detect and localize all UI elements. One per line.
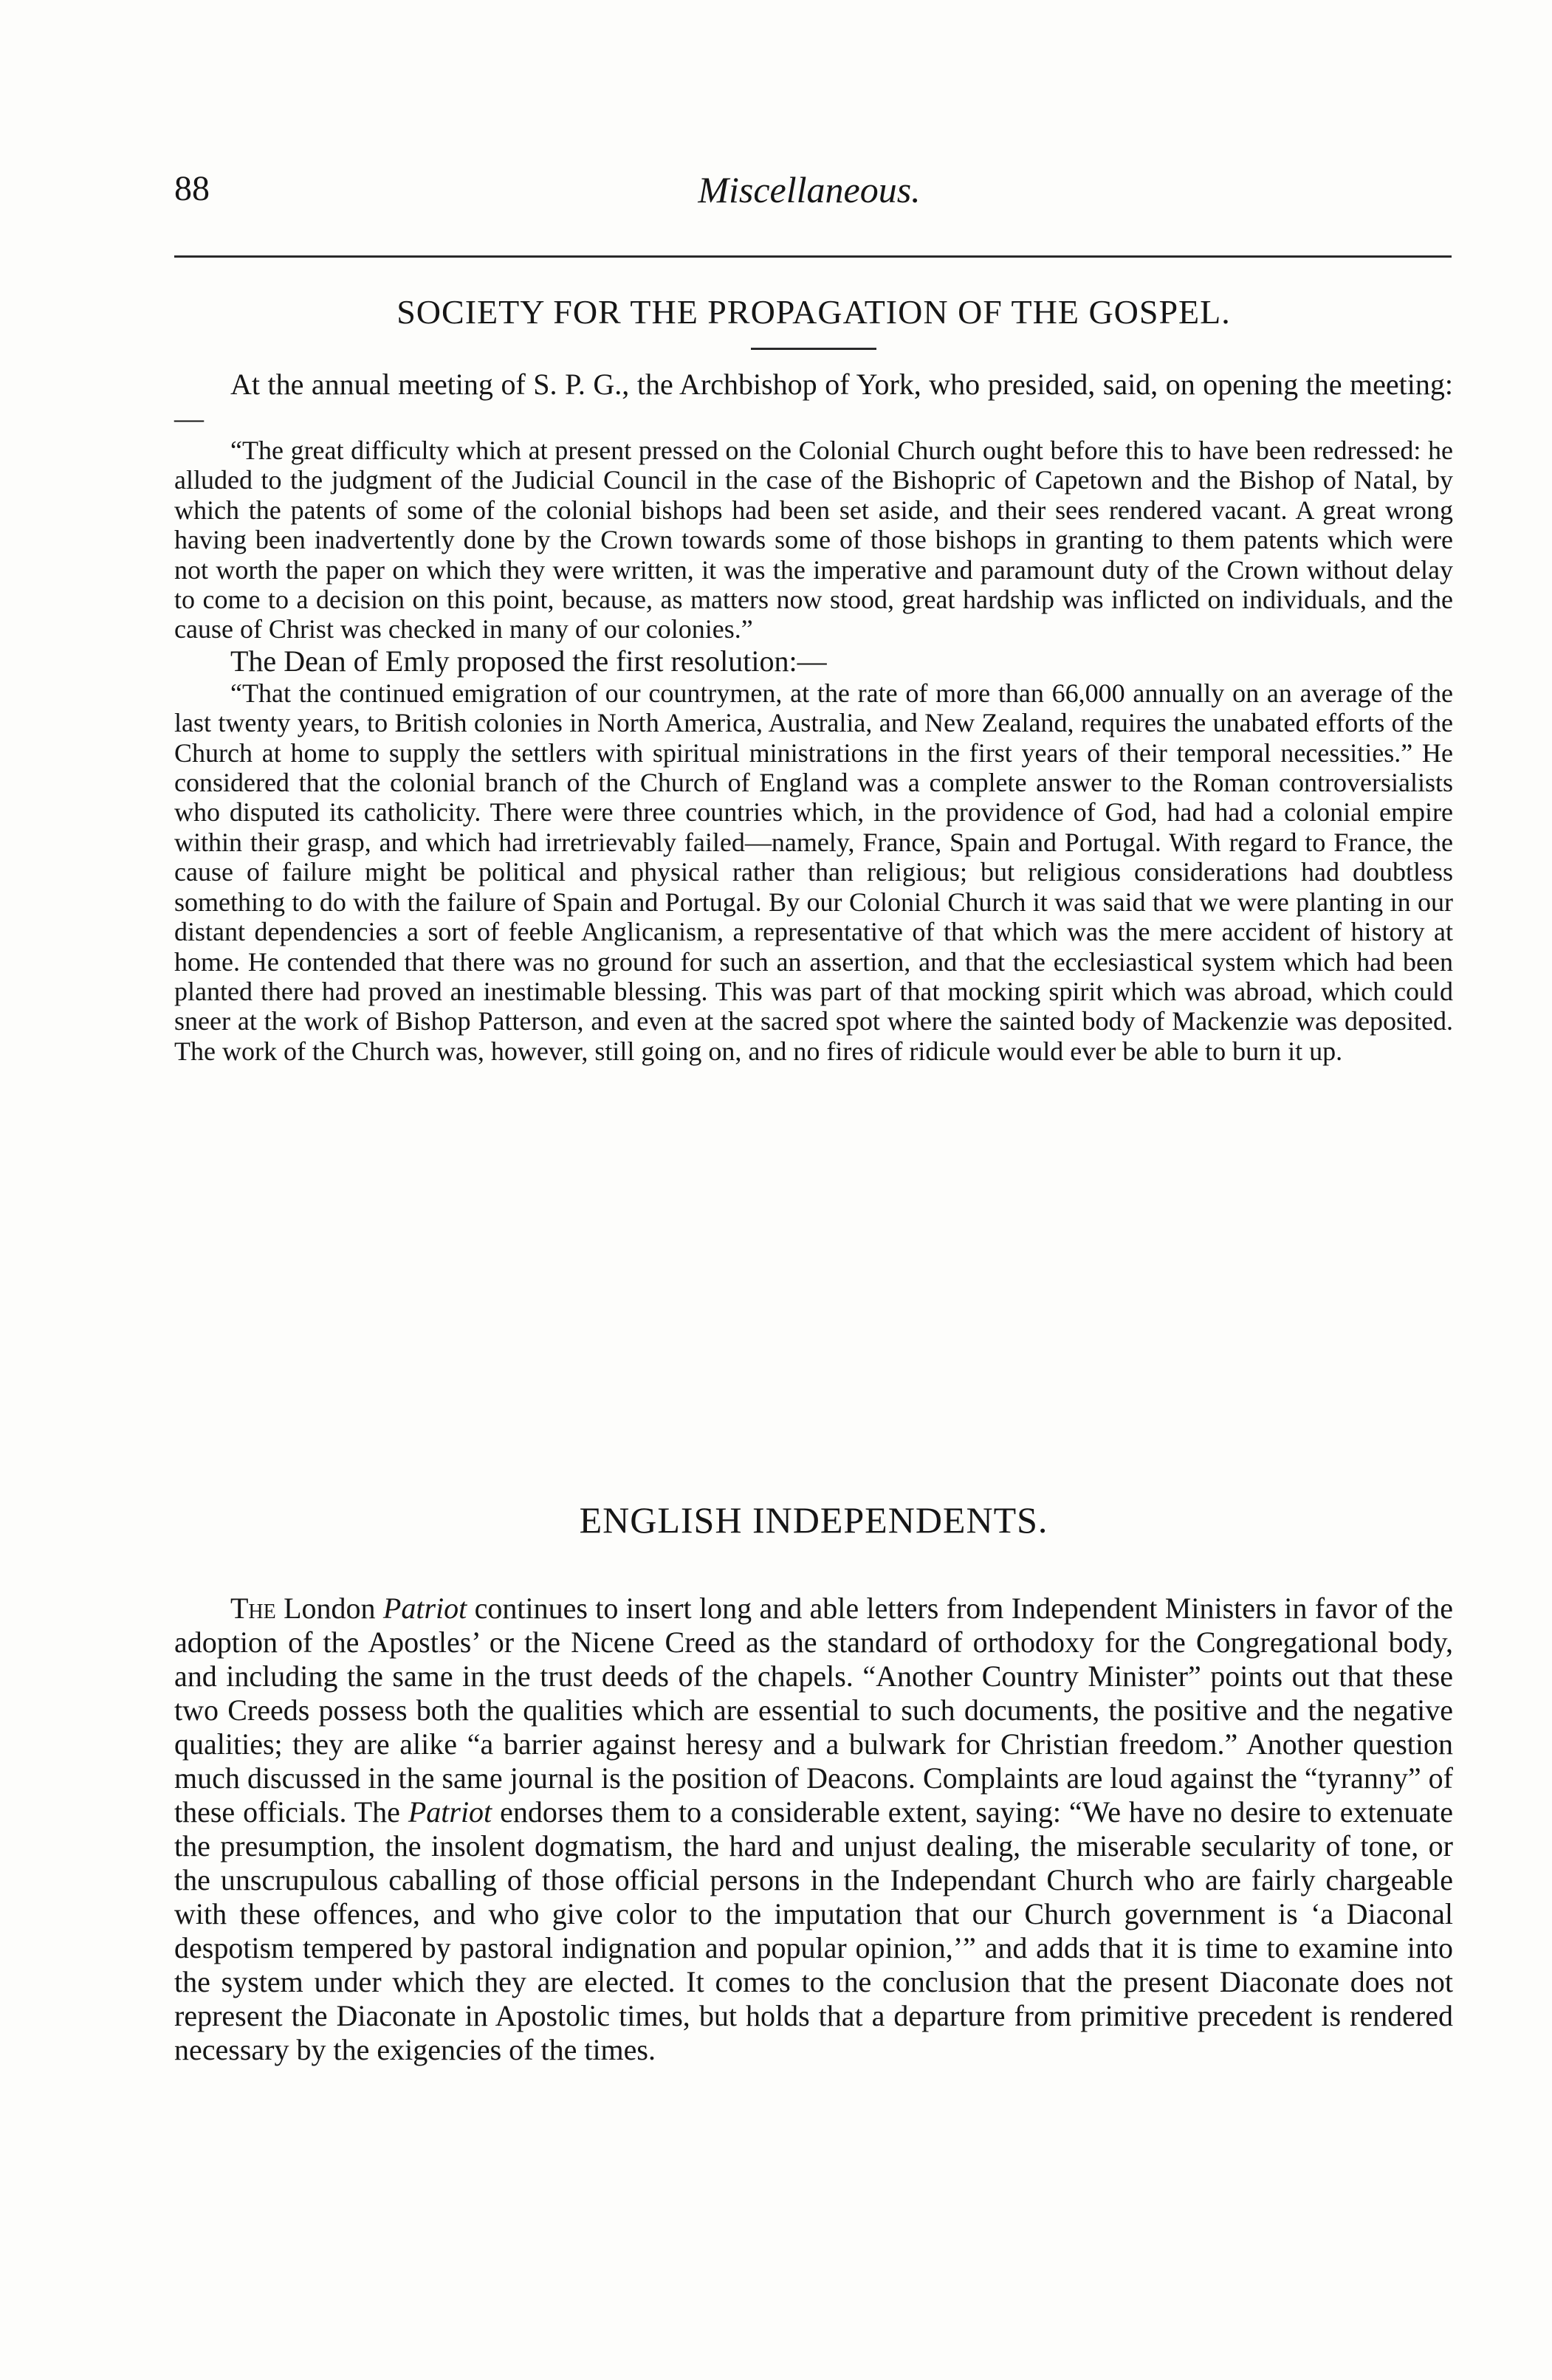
running-head — [174, 168, 1444, 220]
resolution-paragraph: “That the continued emigration of our countrymen, at the rate of more than 66,000 annually on an average of the last twenty years, to British colonies in North America, Australia, and New Zealand, requires the unabated efforts of the Church at home to supply the settlers with spiritual ministrations in the first years of their temporal necessities.” He considered that the colonial branch of the Church of England was a complete answer to the Roman controversialists who disputed its catholicity. There were three countries which, in the providence of God, had had a colonial empire within their grasp, and which had irretrievably failed—namely, France, Spain and Portugal. With regard to France, the cause of failure might be political and physical rather than religious; but religious considerations had doubtless something to do with the failure of Spain and Portugal. By our Colonial Church it was said that we were planting in our distant dependencies a sort of feeble Anglicanism, a representative of that which was the mere accident of history at home. He contended that there was no ground for such an assertion, and that the ecclesiastical system which had been planted there had proved an inestimable blessing. This was part of that mocking spirit which was abroad, which could sneer at the work of Bishop Patterson, and even at the sacred spot where the sainted body of Mackenzie was deposited. The work of the Church was, however, still going on, and no fires of ridicule would ever be able to burn it up. — [174, 678, 1453, 1066]
spg-intro-paragraph: At the annual meeting of S. P. G., the Archbishop of York, who presided, said, on opening the meeting:— — [174, 368, 1453, 435]
archbishop-quote: “The great difficulty which at present pressed on the Colonial Church ought before this to have been redressed: he alluded to the judgment of the Judicial Council in the case of the Bishopric of Capetown and the Bishop of Natal, by which the patents of some of the colonial bishops had been set aside, and their sees rendered vacant. A great wrong having been inadvertently done by the Crown towards some of those bishops in granting to them patents which were not worth the paper on which they were written, it was the imperative and paramount duty of the Crown without delay to come to a decision on this point, because, as matters now stood, great hardship was inflicted on individuals, and the cause of Christ was checked in many of our colonies.” — [174, 436, 1453, 644]
dean-resolution-intro: The Dean of Emly proposed the first resolution:— — [230, 644, 827, 678]
running-title: Miscellaneous. — [698, 169, 921, 210]
patriot-title-1: Patriot — [382, 1592, 467, 1625]
spg-title-rule — [751, 348, 876, 350]
page-number: 88 — [174, 169, 210, 208]
ei-paragraph — [174, 1592, 1453, 2067]
header-rule — [174, 255, 1452, 258]
ei-lead-word: The — [230, 1592, 276, 1625]
english-independents-article — [174, 1499, 1453, 2067]
ei-section-title: ENGLISH INDEPENDENTS. — [579, 1499, 1048, 1541]
patriot-title-2: Patriot — [408, 1795, 492, 1829]
spg-article — [174, 292, 1453, 1066]
spg-section-title: SOCIETY FOR THE PROPAGATION OF THE GOSPEL. — [396, 293, 1231, 331]
ei-body-2: endorses them to a considerable extent, saying: “We have no desire to extenuate the presumption, the insolent dogmatism, the hard and unjust dealing, the miserable secularity of tone, or the unscrupulous caballing of those official persons in the Independant Church who are fairly chargeable with these offences, and who give color to the imputation that our Church government is ‘a Diaconal despotism tempered by pastoral indignation and popular opinion,’” and adds that it is time to examine into the system under which they are elected. It comes to the conclusion that the present Diaconate does not represent the Diaconate in Apostolic times, but holds that a departure from primitive precedent is rendered necessary by the exigencies of the times. — [174, 1795, 1454, 2066]
ei-text-london: London — [284, 1592, 376, 1625]
ei-body-1: continues to insert long and able letters from Independent Ministers in favor of the adoption of the Apostles’ or the Nicene Creed as the standard of orthodoxy for the Congregational body, and including the same in the trust deeds of the chapels. “Another Country Minister” points out that these two Creeds possess both the qualities which are essential to such documents, the positive and the negative qualities; they are alike “a barrier against heresy and a bulwark for Christian freedom.” Another question much discussed in the same journal is the position of Deacons. Complaints are loud against the “tyranny” of these officials. The — [174, 1592, 1454, 1829]
